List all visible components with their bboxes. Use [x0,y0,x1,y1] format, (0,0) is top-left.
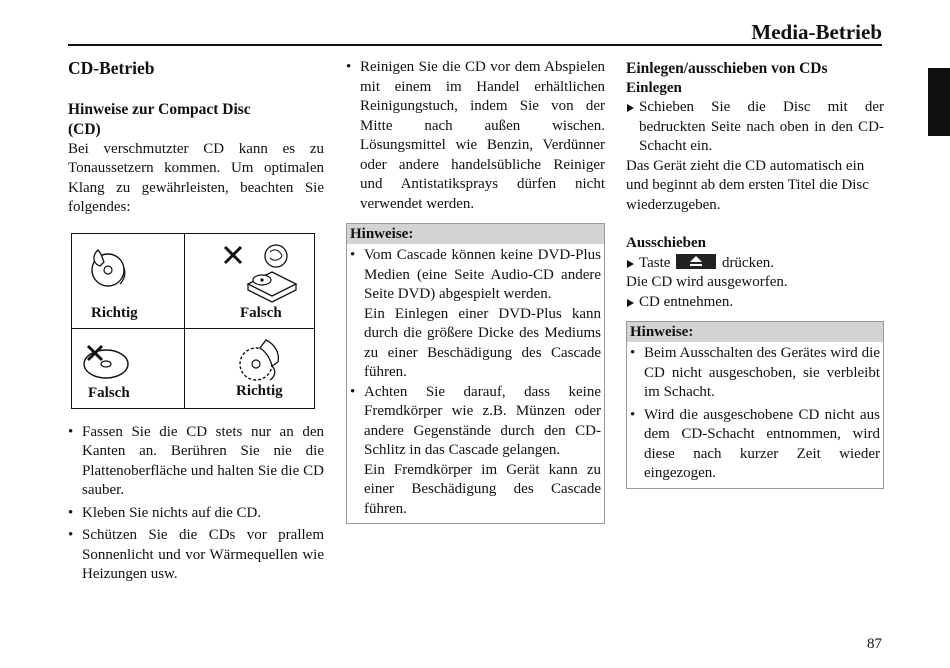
hand-holding-cd-icon [84,244,132,292]
insert-eject-title: Einlegen/ausschieben von CDs [626,60,828,77]
figure-label-bottom-left: Falsch [88,384,130,401]
eject-heading: Ausschieben [626,235,707,251]
list-item: • Reinigen Sie die CD vor dem Abspielen mit einem im Handel erhältlichen Reinigungstuch, indem Sie von der Mitte nach außen wischen. Lösungsmittel wie Benzin, Verdünner oder andere handelsübliche Reiniger und Antistatiksprays dürfen nicht verwendet werden. [346,58,605,214]
cleaning-bullet-list [346,58,605,214]
hand-holding-cd-edge-icon [232,334,288,386]
notes-box-title: Hinweise: [347,224,604,244]
note-text: Achten Sie darauf, dass keine Fremdkörper wie z.B. Münzen oder andere Gegenstände durch den CD-Schlitz in das Cascade gelangen. [364,383,601,458]
notes-box [346,223,605,524]
page-header-title: Media-Betrieb [751,20,882,44]
list-item: • Wird die ausgeschobene CD nicht aus dem CD-Schacht entnommen, wird diese nach kurzer Zeit wieder eingezogen. [630,406,880,484]
chapter-tab-marker [928,68,950,136]
notes-box-title: Hinweise: [627,322,883,342]
subsection-title-line1: Hinweise zur Compact Disc [68,100,251,118]
list-item [350,246,601,305]
insert-step: Schieben Sie die Disc mit der bedruckten Seite nach oben in den CD-Schacht ein. [626,98,884,157]
note-text: Vom Cascade können keine DVD-Plus Medien (eine Seite Audio-CD andere Seite DVD) abgespielt werden. [364,247,601,302]
column-2 [346,58,605,524]
intro-paragraph: Bei verschmutzter CD kann es zu Tonaussetzern kommen. Um optimalen Klang zu gewährleisten, beachten Sie folgendes: [68,140,324,215]
note-continuation: Ein Einlegen einer DVD-Plus kann durch die größere Dicke des Mediums zu einer Beschädigung des Cascade führen. [364,305,601,380]
crossed-cd-icon [80,338,132,384]
eject-step-text: drücken. [721,254,774,271]
cd-handling-figure [71,233,315,409]
cd-stack-icon [242,240,304,308]
list-item: • Beim Ausschalten des Gerätes wird die CD nicht ausgeschoben, sie verbleibt im Schacht. [630,344,880,403]
figure-divider-vertical [184,234,185,408]
handling-bullet-list [68,423,324,585]
eject-step [626,254,884,274]
header-rule [68,44,882,46]
notes-list [350,246,601,305]
figure-label-top-left: Richtig [91,304,138,321]
subsection-title-line2: (CD) [68,120,101,138]
list-item: • Kleben Sie nichts auf die CD. [68,504,324,524]
figure-divider-horizontal [72,328,314,329]
eject-icon [676,254,716,269]
note-continuation: Ein Fremdkörper im Gerät kann zu einer Beschädigung des Cascade führen. [364,461,601,517]
subsection-title [68,100,324,140]
remove-step: CD entnehmen. [626,293,884,313]
list-item [350,383,601,461]
column-1 [68,58,324,585]
notes-list [350,383,601,461]
eject-step-text: Taste [639,254,671,271]
list-item: • Schützen Sie die CDs vor prallem Sonnenlicht und vor Wärmequellen wie Heizungen usw. [68,526,324,585]
list-item: • Fassen Sie die CD stets nur an den Kanten an. Berühren Sie nie die Plattenoberfläche und halten Sie die CD sauber. [68,423,324,501]
figure-label-top-right: Falsch [240,304,282,321]
column-3 [626,58,884,489]
insert-heading: Einlegen [626,79,682,96]
cross-mark-icon [222,244,244,266]
page-number: 87 [867,636,882,652]
insert-text: Das Gerät zieht die CD automatisch ein und beginnt ab dem ersten Titel die Disc wiederzugeben. [626,157,869,213]
eject-text: Die CD wird ausgeworfen. [626,274,788,290]
figure-label-bottom-right: Richtig [236,382,283,399]
notes-list [630,344,880,484]
notes-box [626,321,884,489]
section-title: CD-Betrieb [68,58,155,78]
